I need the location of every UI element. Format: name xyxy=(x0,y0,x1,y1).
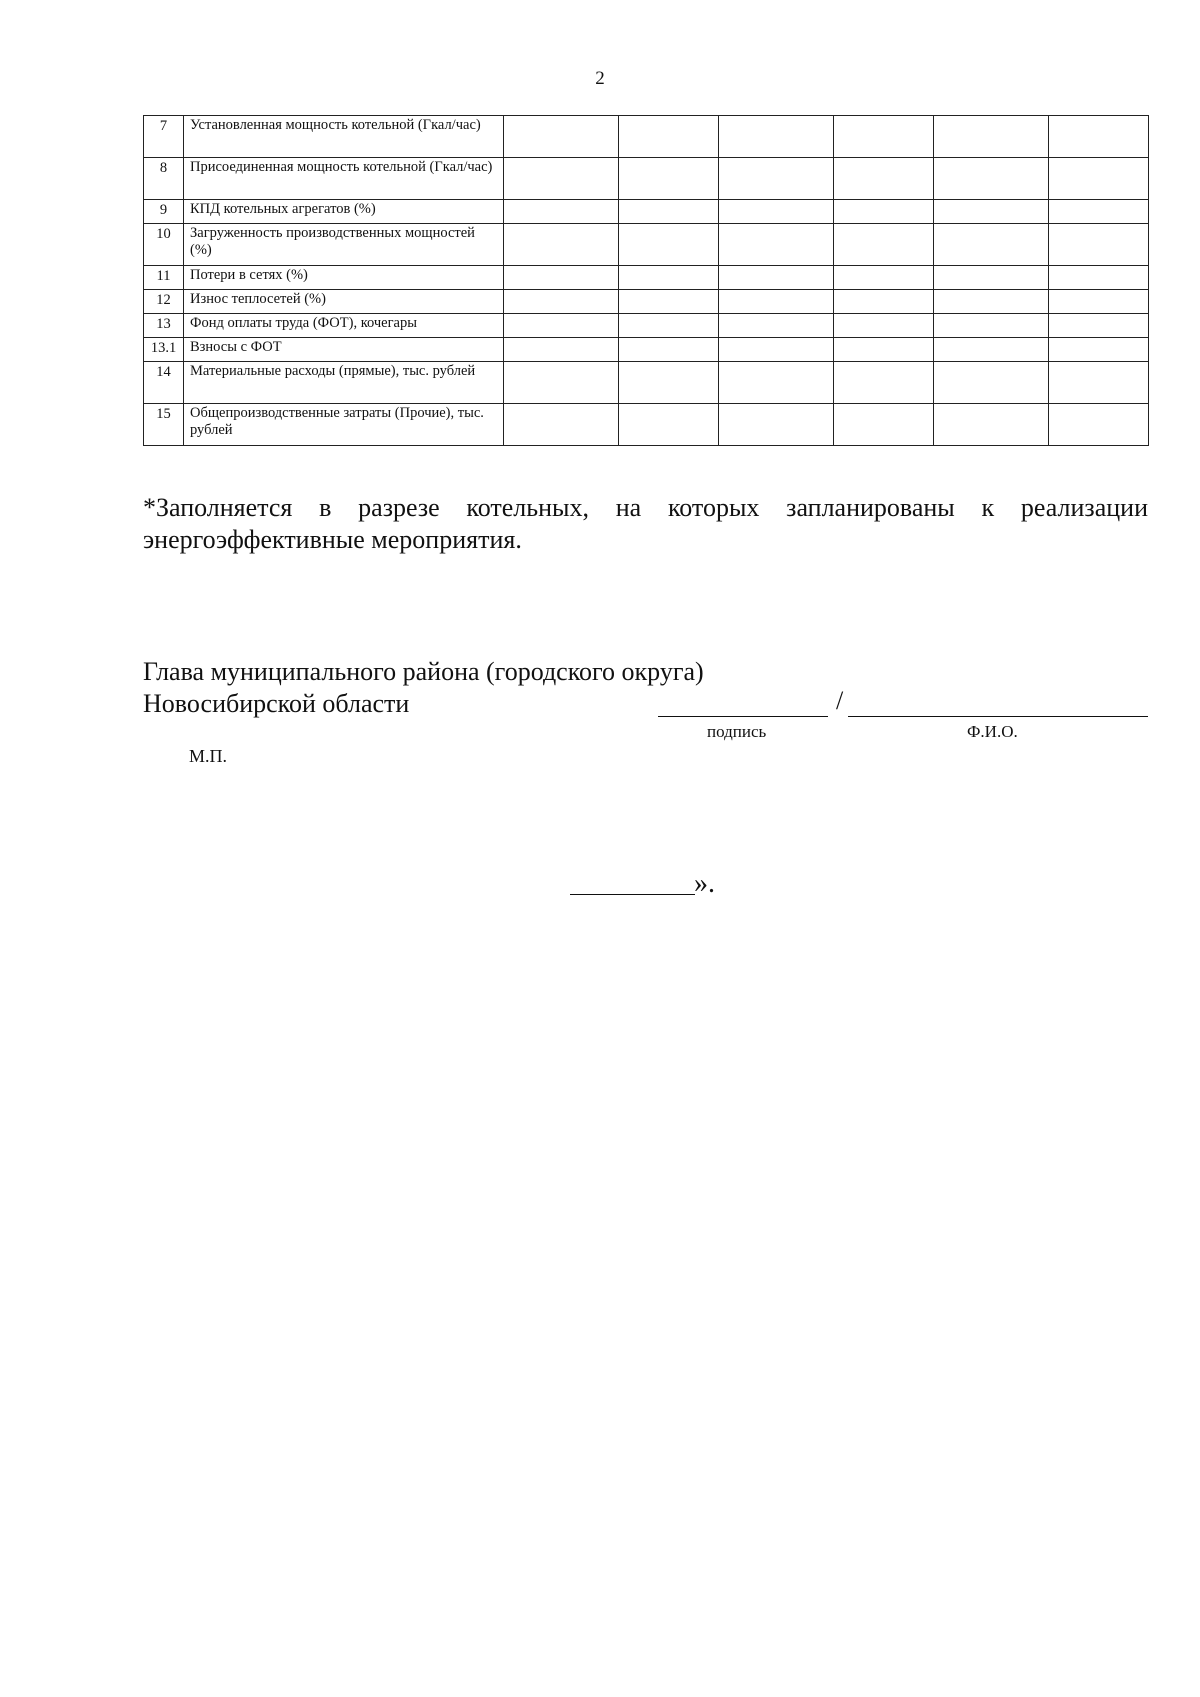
row-label: Установленная мощность котельной (Гкал/час) xyxy=(184,116,504,158)
table-row xyxy=(144,404,1149,446)
row-number: 8 xyxy=(144,158,184,200)
row-label: Присоединенная мощность котельной (Гкал/час) xyxy=(184,158,504,200)
row-number: 9 xyxy=(144,200,184,224)
value-cell[interactable] xyxy=(619,116,719,158)
row-label: Взносы с ФОТ xyxy=(184,338,504,362)
value-cell[interactable] xyxy=(834,362,934,404)
value-cell[interactable] xyxy=(834,200,934,224)
value-cell[interactable] xyxy=(934,338,1049,362)
closing-blank-line xyxy=(570,894,695,895)
official-title-line1: Глава муниципального района (городского округа) xyxy=(143,657,704,686)
value-cell[interactable] xyxy=(504,158,619,200)
full-name-line[interactable] xyxy=(848,716,1148,717)
value-cell[interactable] xyxy=(619,338,719,362)
value-cell[interactable] xyxy=(719,158,834,200)
value-cell[interactable] xyxy=(934,362,1049,404)
table-row xyxy=(144,362,1149,404)
row-number: 7 xyxy=(144,116,184,158)
value-cell[interactable] xyxy=(834,404,934,446)
signature-caption: подпись xyxy=(707,722,767,741)
value-cell[interactable] xyxy=(834,224,934,266)
signature-separator: / xyxy=(836,686,844,715)
value-cell[interactable] xyxy=(1049,116,1149,158)
table-row xyxy=(144,116,1149,158)
value-cell[interactable] xyxy=(934,290,1049,314)
value-cell[interactable] xyxy=(504,314,619,338)
table-row xyxy=(144,266,1149,290)
value-cell[interactable] xyxy=(619,200,719,224)
value-cell[interactable] xyxy=(934,116,1049,158)
value-cell[interactable] xyxy=(1049,314,1149,338)
value-cell[interactable] xyxy=(719,362,834,404)
value-cell[interactable] xyxy=(719,338,834,362)
value-cell[interactable] xyxy=(619,224,719,266)
value-cell[interactable] xyxy=(719,314,834,338)
table-row xyxy=(144,200,1149,224)
value-cell[interactable] xyxy=(1049,224,1149,266)
value-cell[interactable] xyxy=(504,338,619,362)
stamp-place: М.П. xyxy=(189,746,228,766)
value-cell[interactable] xyxy=(619,158,719,200)
table-row xyxy=(144,338,1149,362)
row-number: 13.1 xyxy=(144,338,184,362)
value-cell[interactable] xyxy=(834,158,934,200)
value-cell[interactable] xyxy=(1049,362,1149,404)
value-cell[interactable] xyxy=(504,116,619,158)
value-cell[interactable] xyxy=(934,266,1049,290)
value-cell[interactable] xyxy=(834,290,934,314)
value-cell[interactable] xyxy=(934,404,1049,446)
value-cell[interactable] xyxy=(834,116,934,158)
row-number: 12 xyxy=(144,290,184,314)
value-cell[interactable] xyxy=(504,266,619,290)
full-name-caption: Ф.И.О. xyxy=(967,722,1018,741)
table-row xyxy=(144,224,1149,266)
table-row xyxy=(144,290,1149,314)
value-cell[interactable] xyxy=(619,314,719,338)
row-number: 11 xyxy=(144,266,184,290)
value-cell[interactable] xyxy=(1049,338,1149,362)
row-label: Потери в сетях (%) xyxy=(184,266,504,290)
table-row xyxy=(144,158,1149,200)
value-cell[interactable] xyxy=(719,200,834,224)
footnote: *Заполняется в разрезе котельных, на которых запланированы к реализации энергоэффективные мероприятия. xyxy=(143,493,1148,554)
value-cell[interactable] xyxy=(719,116,834,158)
official-title-line2: Новосибирской области xyxy=(143,689,410,718)
value-cell[interactable] xyxy=(1049,158,1149,200)
value-cell[interactable] xyxy=(719,266,834,290)
row-label: Загруженность производственных мощностей (%) xyxy=(184,224,504,266)
value-cell[interactable] xyxy=(1049,290,1149,314)
value-cell[interactable] xyxy=(719,290,834,314)
value-cell[interactable] xyxy=(1049,404,1149,446)
row-label: Общепроизводственные затраты (Прочие), тыс. рублей xyxy=(184,404,504,446)
row-label: Фонд оплаты труда (ФОТ), кочегары xyxy=(184,314,504,338)
row-number: 10 xyxy=(144,224,184,266)
row-label: КПД котельных агрегатов (%) xyxy=(184,200,504,224)
official-title xyxy=(143,656,704,720)
page-number: 2 xyxy=(595,68,605,89)
value-cell[interactable] xyxy=(619,362,719,404)
value-cell[interactable] xyxy=(504,224,619,266)
value-cell[interactable] xyxy=(834,314,934,338)
closing-quote-mark: ». xyxy=(694,868,715,899)
signature-line[interactable] xyxy=(658,716,828,717)
value-cell[interactable] xyxy=(719,224,834,266)
value-cell[interactable] xyxy=(934,200,1049,224)
value-cell[interactable] xyxy=(834,266,934,290)
table-row xyxy=(144,314,1149,338)
row-label: Материальные расходы (прямые), тыс. рублей xyxy=(184,362,504,404)
value-cell[interactable] xyxy=(719,404,834,446)
value-cell[interactable] xyxy=(934,314,1049,338)
value-cell[interactable] xyxy=(1049,200,1149,224)
row-number: 13 xyxy=(144,314,184,338)
value-cell[interactable] xyxy=(934,158,1049,200)
value-cell[interactable] xyxy=(834,338,934,362)
row-number: 14 xyxy=(144,362,184,404)
value-cell[interactable] xyxy=(619,266,719,290)
value-cell[interactable] xyxy=(504,362,619,404)
value-cell[interactable] xyxy=(504,200,619,224)
value-cell[interactable] xyxy=(934,224,1049,266)
value-cell[interactable] xyxy=(504,404,619,446)
row-label: Износ теплосетей (%) xyxy=(184,290,504,314)
value-cell[interactable] xyxy=(504,290,619,314)
value-cell[interactable] xyxy=(619,404,719,446)
row-number: 15 xyxy=(144,404,184,446)
value-cell[interactable] xyxy=(619,290,719,314)
indicators-table xyxy=(143,115,1149,446)
value-cell[interactable] xyxy=(1049,266,1149,290)
